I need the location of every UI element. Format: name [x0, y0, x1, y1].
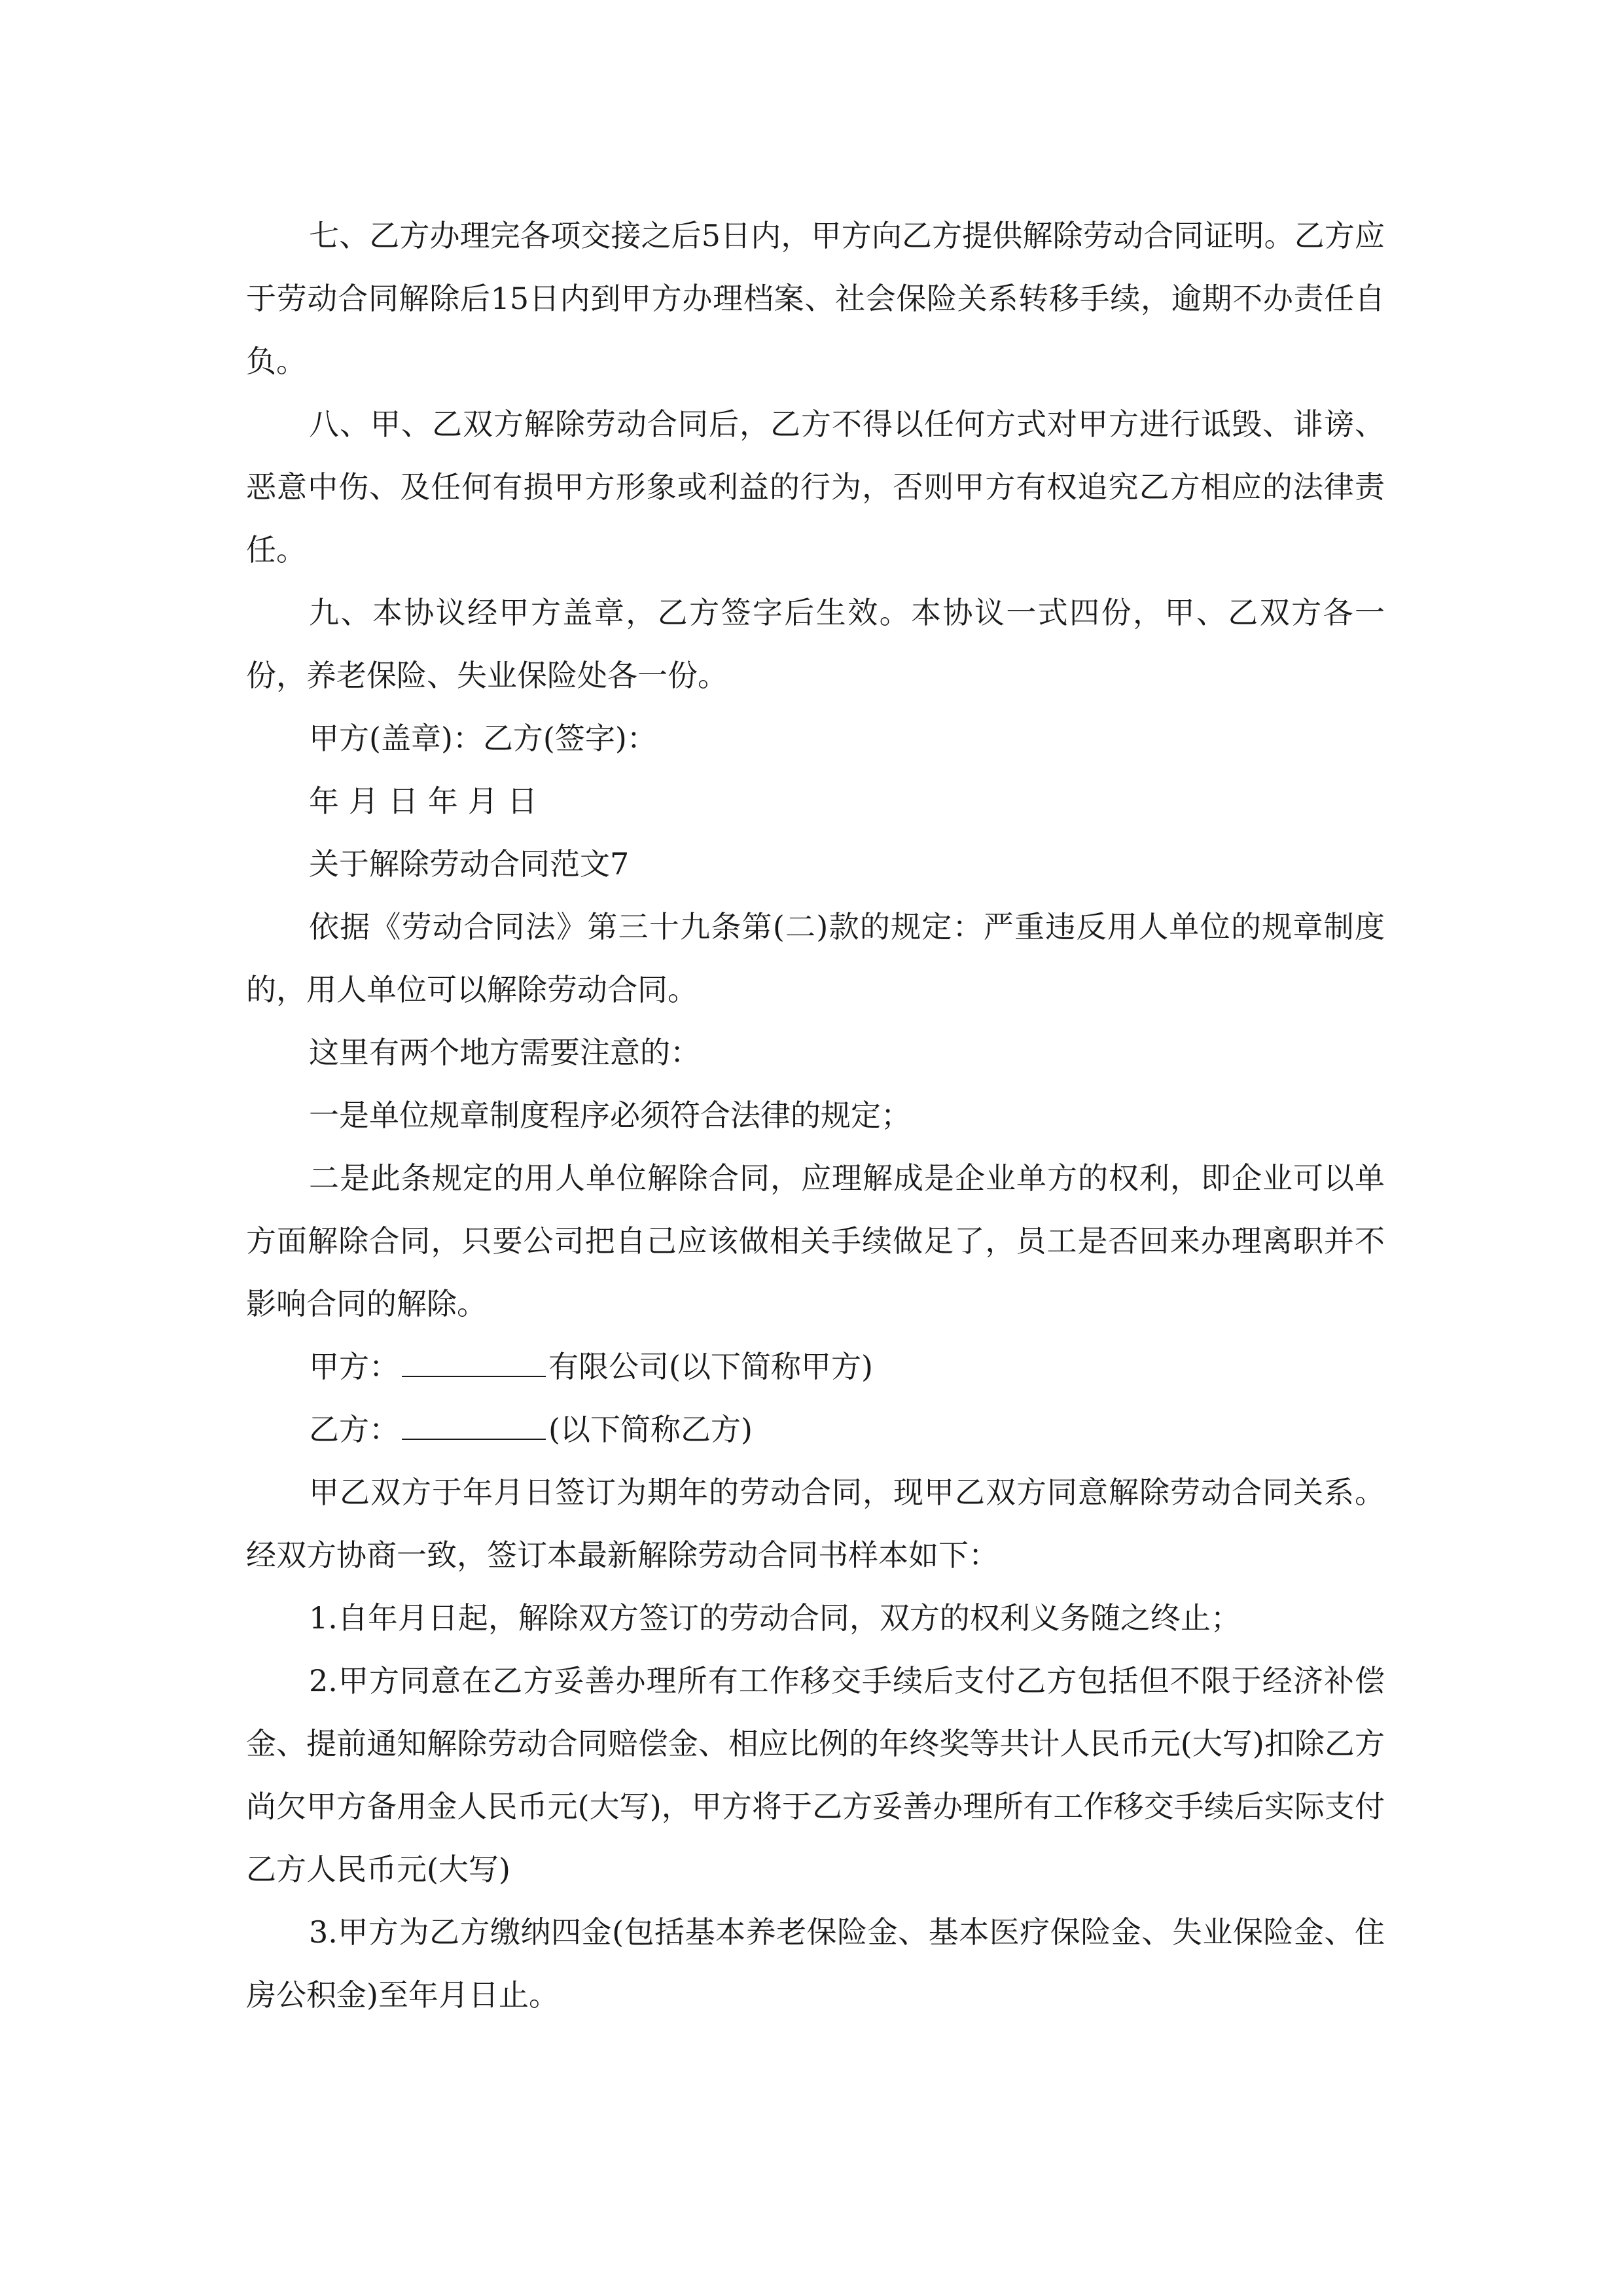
clause-8: 八、甲、乙双方解除劳动合同后，乙方不得以任何方式对甲方进行诋毁、诽谤、恶意中伤、及任何有损甲方形象或利益的行为，否则甲方有权追究乙方相应的法律责任。 — [246, 406, 1385, 567]
agreement-item-1: 1.自年月日起，解除双方签订的劳动合同，双方的权利义务随之终止； — [309, 1600, 1241, 1636]
party-b-suffix: (以下简称乙方) — [548, 1412, 753, 1447]
notes-intro: 这里有两个地方需要注意的： — [309, 1035, 700, 1070]
party-a-suffix: 有限公司(以下简称甲方) — [548, 1349, 873, 1384]
signature-line: 甲方(盖章)：乙方(签字)： — [309, 721, 657, 756]
party-b-label: 乙方： — [309, 1412, 399, 1447]
party-b-line — [246, 1398, 1385, 1461]
party-a-line — [246, 1335, 1385, 1398]
note-2: 二是此条规定的用人单位解除合同，应理解成是企业单方的权利，即企业可以单方面解除合同，只要公司把自己应该做相关手续做足了，员工是否回来办理离职并不影响合同的解除。 — [246, 1160, 1385, 1321]
agreement-item-3: 3.甲方为乙方缴纳四金(包括基本养老保险金、基本医疗保险金、失业保险金、住房公积金)至年月日止。 — [246, 1914, 1385, 2013]
party-a-blank — [402, 1347, 546, 1377]
document-body — [246, 204, 1385, 2026]
party-a-label: 甲方： — [309, 1349, 399, 1384]
law-basis-paragraph: 依据《劳动合同法》第三十九条第(二)款的规定：严重违反用人单位的规章制度的，用人单位可以解除劳动合同。 — [246, 909, 1385, 1007]
note-1: 一是单位规章制度程序必须符合法律的规定； — [309, 1098, 911, 1133]
clause-9: 九、本协议经甲方盖章，乙方签字后生效。本协议一式四份，甲、乙双方各一份，养老保险、失业保险处各一份。 — [246, 595, 1385, 693]
agreement-intro: 甲乙双方于年月日签订为期年的劳动合同，现甲乙双方同意解除劳动合同关系。经双方协商一致，签订本最新解除劳动合同书样本如下： — [246, 1475, 1385, 1573]
sample-title: 关于解除劳动合同范文7 — [309, 846, 630, 882]
agreement-item-2: 2.甲方同意在乙方妥善办理所有工作移交手续后支付乙方包括但不限于经济补偿金、提前通知解除劳动合同赔偿金、相应比例的年终奖等共计人民币元(大写)扣除乙方尚欠甲方备用金人民币元(大写)，甲方将于乙方妥善办理所有工作移交手续后实际支付乙方人民币元(大写) — [246, 1663, 1385, 1887]
party-b-blank — [402, 1410, 546, 1440]
clause-7: 七、乙方办理完各项交接之后5日内，甲方向乙方提供解除劳动合同证明。乙方应于劳动合同解除后15日内到甲方办理档案、社会保险关系转移手续，逾期不办责任自负。 — [246, 218, 1385, 379]
date-line: 年 月 日 年 月 日 — [309, 783, 538, 819]
